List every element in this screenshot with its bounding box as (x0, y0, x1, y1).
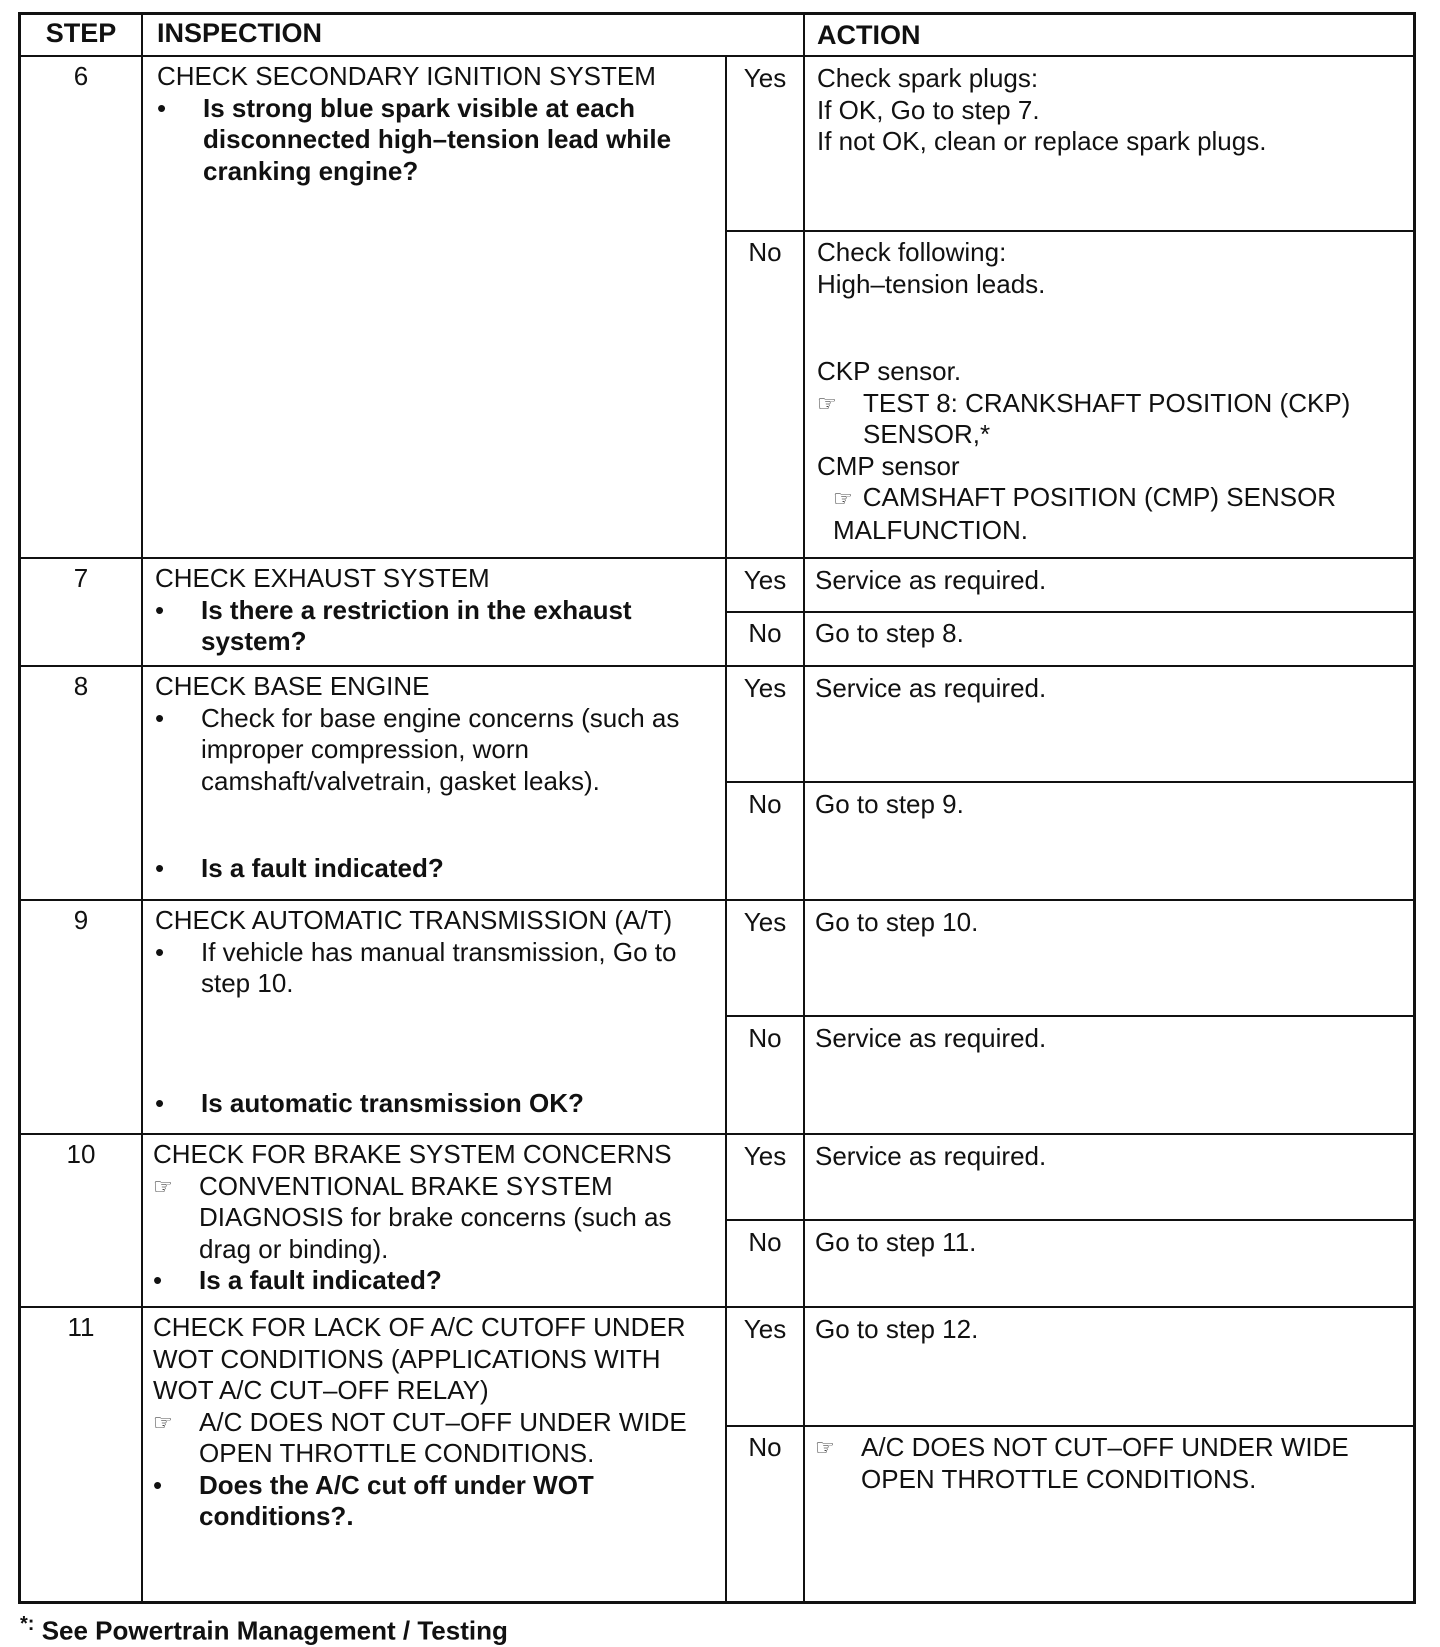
yes-label: Yes (743, 1314, 787, 1344)
inspection-cell (155, 671, 719, 885)
no-action: Go to step 9. (815, 789, 964, 819)
yes-action: Service as required. (815, 565, 1047, 595)
yes-action: Go to step 12. (815, 1314, 979, 1344)
inspection-cell (153, 1312, 713, 1533)
no-action (817, 237, 1407, 546)
reference-text: CAMSHAFT POSITION (CMP) SENSOR MALFUNCTION. (833, 482, 1337, 545)
header-inspection: INSPECTION (157, 18, 323, 48)
question-text: Is strong blue spark visible at each disconnected high–tension lead while cranking engine? (203, 92, 672, 186)
question-text: Is a fault indicated? (201, 853, 444, 883)
question (157, 93, 717, 188)
question-text: Is automatic transmission OK? (201, 1087, 584, 1118)
reference (153, 1407, 713, 1470)
footnote-mark: *: (20, 1613, 35, 1635)
yes-label: Yes (743, 673, 787, 703)
yes-action: Service as required. (815, 1141, 1047, 1171)
col-divider-step (141, 15, 143, 1604)
no-label: No (748, 237, 782, 267)
pointing-hand-icon: ☞ (153, 1173, 173, 1199)
step-number: 8 (73, 671, 89, 701)
question (153, 1470, 713, 1533)
action-line: High–tension leads. (817, 268, 1046, 299)
yes-label: Yes (743, 1141, 787, 1171)
step-number: 7 (73, 563, 89, 593)
pointing-hand-icon: ☞ (817, 390, 837, 416)
pointing-hand-icon: ☞ (153, 1409, 173, 1435)
yes-action (817, 63, 1407, 158)
yes-no-rule (725, 781, 1416, 783)
action-line: CMP sensor (817, 450, 960, 481)
inspection-title: CHECK SECONDARY IGNITION SYSTEM (157, 61, 656, 91)
footnote-text: See Powertrain Management / Testing (41, 1615, 508, 1646)
col-divider-inspection (725, 55, 727, 1604)
bullet-icon: • (153, 1469, 163, 1500)
action-line: CKP sensor. (817, 356, 962, 386)
action-line: If not OK, clean or replace spark plugs. (817, 126, 1267, 156)
yes-no-rule (725, 230, 1416, 232)
bullet-icon: • (155, 1087, 165, 1118)
yes-label: Yes (743, 907, 787, 937)
action-line: Check following: (817, 237, 1007, 267)
yes-no-rule (725, 1219, 1416, 1221)
yes-no-rule (725, 1015, 1416, 1017)
inspection-title: CHECK FOR LACK OF A/C CUTOFF UNDER WOT CONDITIONS (APPLICATIONS WITH WOT A/C CUT–OFF RELAY) (153, 1312, 686, 1405)
no-action: Service as required. (815, 1023, 1047, 1053)
inspection-cell (157, 61, 717, 187)
footnote (20, 1608, 508, 1647)
pointing-hand-icon: ☞ (833, 486, 853, 511)
no-label: No (748, 789, 782, 819)
reference (817, 482, 1407, 546)
reference (815, 1432, 1375, 1495)
yes-label: Yes (743, 565, 787, 595)
question-text: Does the A/C cut off under WOT conditions?. (199, 1469, 594, 1531)
question-text: Is a fault indicated? (199, 1265, 442, 1295)
check-text: Check for base engine concerns (such as improper compression, worn camshaft/valvetrain, gasket leaks). (201, 702, 680, 796)
question (153, 1265, 719, 1297)
header-action: ACTION (817, 20, 921, 50)
yes-action: Go to step 10. (815, 907, 979, 937)
inspection-title: CHECK FOR BRAKE SYSTEM CONCERNS (153, 1139, 672, 1169)
bullet-icon: • (153, 1265, 163, 1295)
reference-text: A/C DOES NOT CUT–OFF UNDER WIDE OPEN THROTTLE CONDITIONS. (199, 1406, 687, 1468)
step-number: 11 (67, 1312, 95, 1342)
bullet-icon: • (157, 92, 167, 123)
action-line: Check spark plugs: (817, 63, 1039, 93)
no-action: Go to step 8. (815, 618, 964, 648)
reference-text: CONVENTIONAL BRAKE SYSTEM DIAGNOSIS for brake concerns (such as drag or binding). (199, 1170, 672, 1264)
yes-label: Yes (743, 63, 787, 93)
row-rule (21, 1133, 1416, 1135)
check-text: If vehicle has manual transmission, Go to step 10. (201, 936, 677, 998)
row-rule (21, 557, 1416, 559)
check-item (155, 703, 719, 798)
inspection-cell (153, 1139, 719, 1297)
row-rule (21, 665, 1416, 667)
step-number: 9 (73, 905, 89, 935)
check-item (155, 937, 719, 1000)
row-rule (21, 1306, 1416, 1308)
question-text: Is there a restriction in the exhaust system? (201, 594, 632, 656)
pointing-hand-icon: ☞ (815, 1435, 835, 1460)
inspection-title: CHECK BASE ENGINE (155, 671, 430, 701)
question (155, 1088, 719, 1120)
bullet-icon: • (155, 702, 165, 733)
reference (153, 1171, 719, 1266)
no-label: No (748, 1432, 782, 1462)
no-label: No (748, 1023, 782, 1053)
yes-no-rule (725, 611, 1416, 613)
question (155, 595, 715, 658)
step-number: 10 (66, 1139, 96, 1169)
question (155, 853, 719, 885)
reference-text: TEST 8: CRANKSHAFT POSITION (CKP) SENSOR,* (863, 387, 1351, 449)
header-rule (21, 55, 1416, 57)
no-label: No (748, 1227, 782, 1257)
yes-action: Service as required. (815, 673, 1047, 703)
inspection-title: CHECK AUTOMATIC TRANSMISSION (A/T) (155, 905, 673, 935)
inspection-cell (155, 905, 719, 1119)
reference (817, 388, 1407, 451)
no-action: Go to step 11. (815, 1227, 977, 1257)
bullet-icon: • (155, 853, 165, 883)
action-line: If OK, Go to step 7. (817, 94, 1040, 125)
header-step: STEP (45, 18, 117, 48)
diagnostic-table (18, 12, 1416, 1604)
row-rule (21, 899, 1416, 901)
inspection-title: CHECK EXHAUST SYSTEM (155, 563, 490, 593)
yes-no-rule (725, 1425, 1416, 1427)
col-divider-action (803, 15, 805, 1604)
bullet-icon: • (155, 594, 165, 625)
no-action (815, 1432, 1375, 1495)
step-number: 6 (73, 61, 89, 91)
bullet-icon: • (155, 936, 165, 967)
no-label: No (748, 618, 782, 648)
inspection-cell (155, 563, 715, 658)
reference-text: A/C DOES NOT CUT–OFF UNDER WIDE OPEN THROTTLE CONDITIONS. (861, 1432, 1349, 1494)
